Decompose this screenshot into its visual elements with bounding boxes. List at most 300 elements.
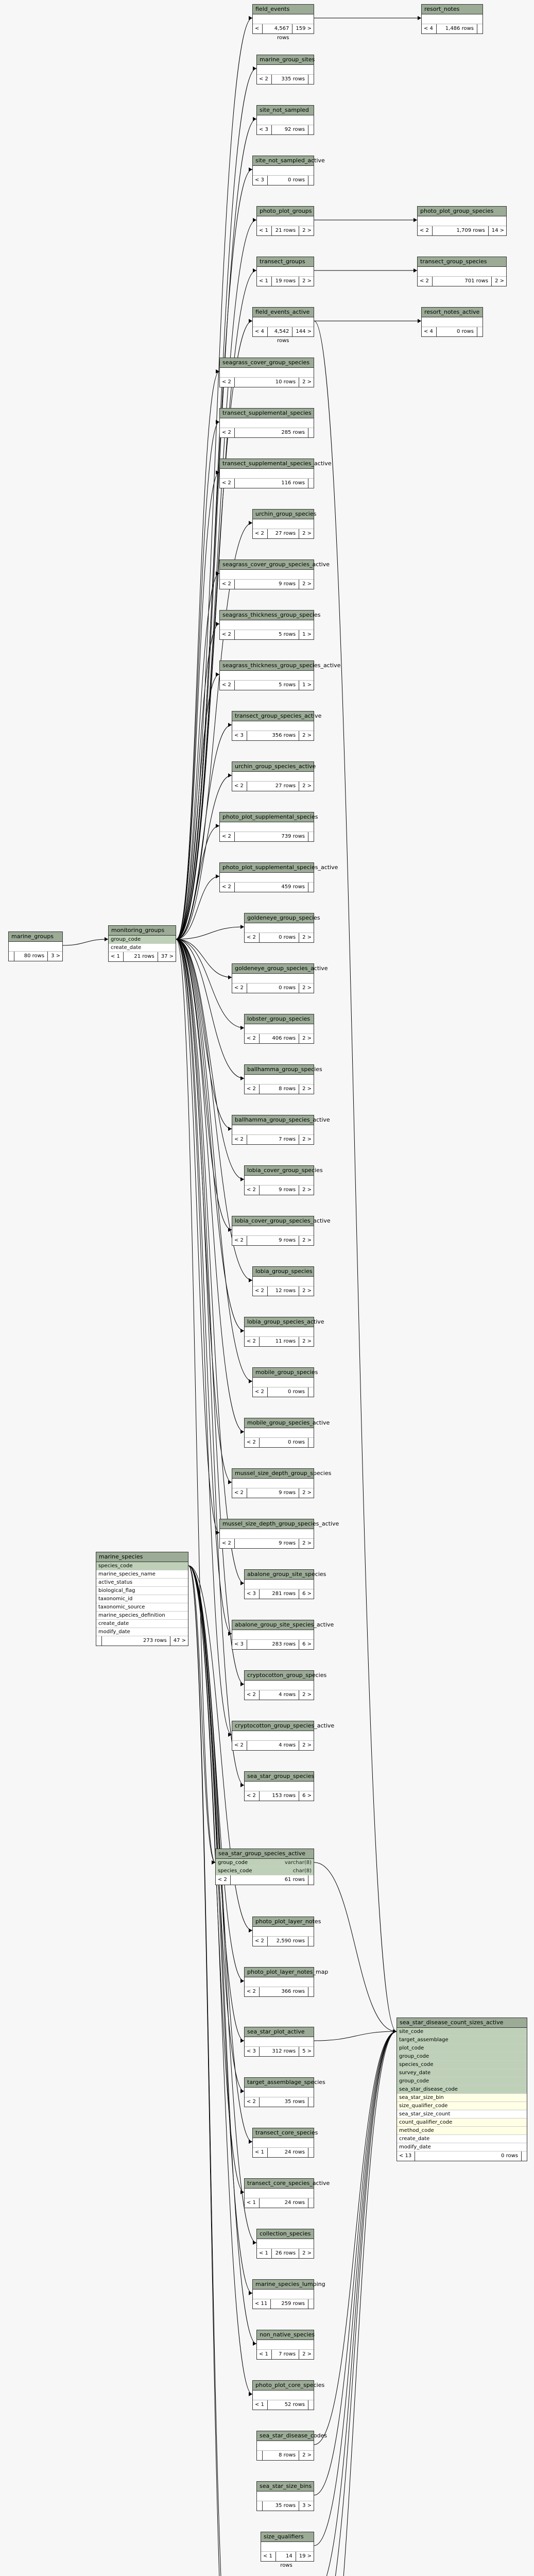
child-count: 2 > <box>302 783 312 789</box>
child-count <box>308 176 312 185</box>
parent-count: < 2 <box>222 681 235 690</box>
table-sea-star-size-bins[interactable] <box>256 2481 314 2511</box>
table-resort-notes[interactable] <box>421 4 483 34</box>
parent-count: < 1 <box>255 2400 268 2410</box>
column-name: count_qualifier_code <box>399 2120 453 2125</box>
child-count: 2 > <box>302 985 312 991</box>
table-goldeneye-group-species[interactable] <box>244 913 320 943</box>
table-photo-plot-groups[interactable] <box>256 206 314 236</box>
relationship-arrowhead <box>253 66 256 71</box>
table-name: sea_star_size_bins <box>257 2482 314 2492</box>
table-name: photo_plot_layer_notes_map <box>245 1968 314 1977</box>
relationship-arrowhead <box>393 2029 397 2033</box>
column-row <box>96 1570 188 1579</box>
relationship-arrowhead <box>393 2029 397 2033</box>
relationship-arrowhead <box>240 1329 244 1333</box>
row-count: 0 rows <box>437 327 477 336</box>
parent-count: < 1 <box>255 2148 268 2157</box>
table-target-assemblage-species[interactable] <box>244 2077 325 2107</box>
column-name: method_code <box>399 2128 434 2133</box>
table-photo-plot-supplemental-species-active[interactable] <box>219 862 338 892</box>
relationship-line <box>176 775 232 939</box>
table-marine-groups[interactable] <box>8 931 63 961</box>
table-name: transect_group_species_active <box>232 711 314 721</box>
child-count <box>308 2198 312 2208</box>
table-name: transect_group_species <box>418 257 506 267</box>
table-footer <box>257 2501 314 2511</box>
relationship-line <box>188 1566 232 2576</box>
relationship-arrowhead <box>228 773 232 777</box>
table-footer <box>232 731 314 740</box>
table-mobile-group-species-active[interactable] <box>244 1418 330 1448</box>
collapsed-columns <box>220 418 314 428</box>
table-photo-plot-core-species[interactable] <box>252 2380 325 2410</box>
table-name: ballhamma_group_species_active <box>232 1115 314 1125</box>
child-count: 1 > <box>302 632 312 637</box>
column-name: plot_code <box>399 2045 424 2051</box>
column-name: modify_date <box>399 2144 431 2150</box>
relationship-line <box>176 371 219 939</box>
parent-count: < 2 <box>247 1337 260 1346</box>
table-transect-core-species-active[interactable] <box>244 2178 330 2208</box>
row-count: 406 rows <box>260 1034 299 1043</box>
table-seagrass-cover-group-species-active[interactable] <box>219 560 330 589</box>
collapsed-columns <box>220 822 314 832</box>
table-footer <box>96 1636 188 1646</box>
row-count: 11 rows <box>260 1337 299 1346</box>
table-seagrass-thickness-group-species[interactable] <box>219 610 321 640</box>
column-row <box>397 2077 527 2086</box>
table-marine-species[interactable] <box>96 1552 188 1646</box>
table-name: urchin_group_species <box>253 510 314 519</box>
table-name: sea_star_group_species_active <box>216 1849 314 1859</box>
relationship-arrowhead <box>216 874 219 878</box>
relationship-line <box>176 939 232 1230</box>
table-footer <box>418 226 506 235</box>
collapsed-columns <box>220 671 314 681</box>
table-sea-star-group-species[interactable] <box>244 1771 314 1801</box>
child-count: 3 > <box>51 953 60 959</box>
table-monitoring-groups[interactable] <box>108 925 176 962</box>
table-name: seagrass_cover_group_species_active <box>220 560 314 570</box>
relationship-arrowhead <box>414 268 417 273</box>
column-row <box>96 1579 188 1587</box>
table-site-not-sampled[interactable] <box>256 105 314 135</box>
parent-count <box>259 2501 263 2511</box>
table-footer <box>253 327 314 344</box>
collapsed-columns <box>232 974 314 984</box>
relationship-arrowhead <box>253 268 256 273</box>
column-row <box>397 2053 527 2061</box>
child-count: 2 > <box>302 1288 312 1294</box>
child-count: 2 > <box>302 935 312 940</box>
parent-count: < 2 <box>255 529 268 538</box>
table-cryptocotton-group-species[interactable] <box>244 1670 327 1700</box>
table-transect-supplemental-species[interactable] <box>219 408 314 438</box>
row-count: 24 rows <box>268 2148 308 2157</box>
row-count: 4,567 rows <box>263 24 292 33</box>
table-sea-star-plot-active[interactable] <box>244 2027 314 2057</box>
collapsed-columns <box>245 1075 314 1084</box>
collapsed-columns <box>220 1529 314 1539</box>
collapsed-columns <box>253 1378 314 1387</box>
table-footer <box>232 1640 314 1649</box>
table-mussel-size-depth-group-species[interactable] <box>232 1468 332 1498</box>
parent-count: < 2 <box>234 782 247 791</box>
relationship-arrowhead <box>249 1928 252 1933</box>
table-footer <box>220 580 314 589</box>
row-count: 5 rows <box>235 630 299 639</box>
relationship-arrowhead <box>249 319 252 323</box>
parent-count: < 2 <box>420 226 433 235</box>
table-footer <box>253 1286 314 1296</box>
parent-count: < 2 <box>247 1185 260 1195</box>
table-footer <box>220 630 314 639</box>
child-count <box>308 125 312 134</box>
collapsed-columns <box>232 772 314 782</box>
collapsed-columns <box>261 2542 314 2552</box>
collapsed-columns <box>253 2391 314 2400</box>
relationship-line <box>176 624 219 939</box>
table-ballhamma-group-species-active[interactable] <box>232 1115 330 1145</box>
relationship-line <box>314 1862 397 2031</box>
column-name: species_code <box>98 1563 133 1569</box>
child-count <box>308 883 312 892</box>
table-seagrass-thickness-group-species-active[interactable] <box>219 660 341 690</box>
column-row <box>397 2086 527 2094</box>
parent-count: < 1 <box>259 277 272 286</box>
table-lobia-cover-group-species-active[interactable] <box>232 1216 331 1246</box>
column-row <box>397 2119 527 2127</box>
relationship-arrowhead <box>249 2392 252 2396</box>
row-count: 52 rows <box>268 2400 308 2410</box>
relationship-arrowhead <box>418 16 421 20</box>
column-name: group_code <box>399 2078 429 2084</box>
column-type: varchar(8) <box>284 1860 312 1866</box>
relationship-arrowhead <box>240 1783 244 1787</box>
column-name: create_date <box>399 2136 430 2142</box>
table-size-qualifiers[interactable] <box>261 2532 314 2568</box>
relationship-line <box>176 422 219 939</box>
child-count: 19 > <box>299 2553 312 2559</box>
child-count: 144 > <box>296 329 312 334</box>
table-name: field_events_active <box>253 308 314 317</box>
parent-count: < 1 <box>263 2552 276 2561</box>
child-count: 14 > <box>491 228 504 233</box>
row-count: 21 rows <box>272 226 299 235</box>
column-row <box>397 2135 527 2143</box>
row-count: 2,590 rows <box>268 1937 308 1946</box>
table-transect-core-species[interactable] <box>252 2128 318 2158</box>
table-sea-star-disease-codes[interactable] <box>256 2431 328 2461</box>
parent-count: < 2 <box>247 1987 260 1996</box>
child-count <box>477 327 480 336</box>
table-footer <box>232 1741 314 1750</box>
child-count: 2 > <box>302 1238 312 1243</box>
parent-count: < 3 <box>255 176 268 185</box>
row-count: 14 rows <box>276 2552 296 2561</box>
collapsed-columns <box>245 923 314 933</box>
row-count: 273 rows <box>102 1636 170 1646</box>
child-count: 2 > <box>302 1338 312 1344</box>
row-count: 5 rows <box>235 681 299 690</box>
table-footer <box>253 2148 314 2157</box>
column-row <box>397 2094 527 2102</box>
collapsed-columns <box>232 721 314 731</box>
parent-count: < 3 <box>234 1640 247 1649</box>
collapsed-columns <box>253 1927 314 1937</box>
relationship-arrowhead <box>393 2029 397 2033</box>
table-name: photo_plot_layer_notes <box>253 1917 314 1927</box>
row-count: 0 rows <box>268 1387 308 1397</box>
column-row <box>96 1562 188 1570</box>
table-footer <box>220 378 314 387</box>
table-footer <box>257 226 314 235</box>
table-field-events-active[interactable] <box>252 307 314 344</box>
parent-count: < 4 <box>424 327 437 336</box>
table-abalone-group-site-species[interactable] <box>244 1569 326 1599</box>
row-count: 7 rows <box>247 1135 299 1144</box>
table-name: lobia_cover_group_species_active <box>232 1216 314 1226</box>
row-count: 739 rows <box>235 832 308 841</box>
table-footer <box>245 1791 314 1801</box>
relationship-arrowhead <box>249 1278 252 1282</box>
parent-count: < 1 <box>111 952 124 961</box>
relationship-line <box>176 472 219 939</box>
table-photo-plot-layer-notes-map[interactable] <box>244 1967 329 1997</box>
child-count: 2 > <box>302 278 312 284</box>
child-count <box>308 1875 312 1885</box>
relationship-arrowhead <box>228 723 232 727</box>
table-footer <box>257 2249 314 2258</box>
relationship-line <box>176 939 244 1432</box>
row-count: 21 rows <box>124 952 158 961</box>
column-name: group_code <box>218 1860 248 1866</box>
child-count <box>308 1387 312 1397</box>
child-count: 47 > <box>173 1638 186 1643</box>
row-count: 19 rows <box>272 277 299 286</box>
collapsed-columns <box>257 65 314 75</box>
row-count: 259 rows <box>271 2299 308 2309</box>
table-footer <box>245 1084 314 1094</box>
table-transect-supplemental-species-active[interactable] <box>219 459 332 488</box>
table-name: urchin_group_species_active <box>232 762 314 772</box>
table-lobia-cover-group-species[interactable] <box>244 1165 323 1195</box>
relationship-arrowhead <box>249 2140 252 2144</box>
relationship-arrowhead <box>240 2039 244 2043</box>
row-count: 80 rows <box>14 952 48 961</box>
relationship-arrowhead <box>393 2029 397 2033</box>
table-name: mussel_size_depth_group_species_active <box>220 1519 314 1529</box>
relationship-arrowhead <box>228 1632 232 1636</box>
child-count <box>308 1937 312 1946</box>
parent-count: < 2 <box>222 630 235 639</box>
child-count <box>308 2400 312 2410</box>
parent-count <box>11 952 14 961</box>
relationship-arrowhead <box>240 1979 244 1983</box>
column-row <box>397 2110 527 2119</box>
table-urchin-group-species[interactable] <box>252 509 317 539</box>
child-count: 1 > <box>302 682 312 688</box>
relationship-line <box>188 1566 252 2293</box>
child-count: 2 > <box>302 1137 312 1142</box>
relationship-line <box>314 2031 397 2576</box>
table-photo-plot-group-species[interactable] <box>417 206 507 236</box>
parent-count: < 4 <box>255 327 268 336</box>
collapsed-columns <box>253 317 314 327</box>
table-footer <box>232 782 314 791</box>
child-count: 2 > <box>302 1036 312 1041</box>
table-footer <box>397 2151 527 2161</box>
column-name: create_date <box>98 1621 129 1626</box>
row-count: 701 rows <box>433 277 492 286</box>
row-count: 356 rows <box>247 731 299 740</box>
relationship-arrowhead <box>393 2029 397 2033</box>
table-name: resort_notes <box>422 5 483 14</box>
table-footer <box>232 1236 314 1245</box>
collapsed-columns <box>253 14 314 24</box>
parent-count: < 2 <box>255 1387 268 1397</box>
column-row <box>397 2061 527 2069</box>
collapsed-columns <box>245 1428 314 1438</box>
row-count: 35 rows <box>260 2097 308 2107</box>
table-footer <box>253 1937 314 1946</box>
table-marine-species-lumping[interactable] <box>252 2279 325 2309</box>
table-lobster-group-species[interactable] <box>244 1014 314 1044</box>
row-count: 61 rows <box>231 1875 308 1885</box>
table-name: lobster_group_species <box>245 1014 314 1024</box>
relationship-line <box>176 939 244 1785</box>
row-count: 9 rows <box>235 1539 299 1548</box>
table-photo-plot-layer-notes[interactable] <box>252 1917 321 1946</box>
table-name: goldeneye_group_species <box>245 913 314 923</box>
table-marine-group-sites[interactable] <box>256 55 314 84</box>
relationship-arrowhead <box>228 1733 232 1737</box>
table-name: sea_star_disease_count_sizes_active <box>397 2018 527 2028</box>
column-row <box>397 2127 527 2135</box>
table-footer <box>245 1438 314 1447</box>
relationship-arrowhead <box>393 2029 397 2033</box>
column-row <box>109 936 176 944</box>
relationship-arrowhead <box>105 937 108 941</box>
relationship-line <box>188 1566 256 2243</box>
table-transect-group-species-active[interactable] <box>232 711 322 741</box>
row-count: 4,542 rows <box>268 327 292 336</box>
collapsed-columns <box>220 570 314 580</box>
table-name: transect_core_species <box>253 2128 314 2138</box>
table-collection-species[interactable] <box>256 2229 314 2259</box>
table-cryptocotton-group-species-active[interactable] <box>232 1721 335 1751</box>
table-seagrass-cover-group-species[interactable] <box>219 358 314 387</box>
table-sea-star-group-species-active[interactable] <box>215 1849 314 1885</box>
table-site-not-sampled-active[interactable] <box>252 156 325 185</box>
table-mobile-group-species[interactable] <box>252 1367 318 1397</box>
parent-count <box>98 1636 102 1646</box>
parent-count: < 1 <box>259 226 272 235</box>
relationship-arrowhead <box>253 2241 256 2245</box>
table-footer <box>245 1589 314 1599</box>
table-name: field_events <box>253 5 314 14</box>
column-name: species_code <box>218 1868 252 1874</box>
row-count: 0 rows <box>415 2151 522 2161</box>
table-urchin-group-species-active[interactable] <box>232 761 314 791</box>
table-name: lobia_group_species_active <box>245 1317 314 1327</box>
table-ballhamma-group-species[interactable] <box>244 1064 322 1094</box>
table-footer <box>216 1875 314 1885</box>
parent-count: < 2 <box>222 1539 235 1548</box>
column-type: char(8) <box>292 1868 312 1874</box>
child-count <box>308 1987 312 1996</box>
relationship-line <box>176 939 215 1862</box>
table-abalone-group-site-species-active[interactable] <box>232 1620 334 1650</box>
table-sea-star-disease-count-sizes-active[interactable] <box>397 2018 527 2161</box>
relationship-line <box>314 2031 397 2546</box>
relationship-arrowhead <box>418 319 421 323</box>
table-name: mobile_group_species_active <box>245 1418 314 1428</box>
parent-count <box>259 2451 263 2460</box>
child-count: 2 > <box>302 1742 312 1748</box>
row-count: 12 rows <box>268 1286 299 1296</box>
collapsed-columns <box>232 1226 314 1236</box>
table-name: marine_species <box>96 1552 188 1562</box>
relationship-arrowhead <box>228 975 232 979</box>
table-footer <box>257 75 314 84</box>
collapsed-columns <box>245 2088 314 2097</box>
table-name: transect_supplemental_species <box>220 409 314 418</box>
relationship-line <box>314 2031 397 2495</box>
relationship-arrowhead <box>240 1026 244 1030</box>
collapsed-columns <box>220 620 314 630</box>
table-footer <box>253 2299 314 2309</box>
child-count: 2 > <box>302 1692 312 1698</box>
table-footer <box>253 24 314 41</box>
relationship-line <box>176 826 219 939</box>
row-count: 0 rows <box>268 176 308 185</box>
child-count: 6 > <box>302 1793 312 1799</box>
table-name: lobia_cover_group_species <box>245 1166 314 1176</box>
table-name: mobile_group_species <box>253 1368 314 1378</box>
table-transect-groups[interactable] <box>256 257 314 286</box>
child-count <box>308 832 312 841</box>
table-footer <box>253 176 314 185</box>
parent-count: < 2 <box>234 1488 247 1498</box>
table-photo-plot-supplemental-species[interactable] <box>219 812 318 842</box>
relationship-arrowhead <box>393 2029 397 2033</box>
table-lobia-group-species[interactable] <box>252 1266 314 1296</box>
row-count: 4 rows <box>260 1690 299 1700</box>
column-name: active_status <box>98 1580 133 1585</box>
table-footer <box>220 479 314 488</box>
relationship-arrowhead <box>216 470 219 474</box>
table-resort-notes-active[interactable] <box>421 307 483 337</box>
table-lobia-group-species-active[interactable] <box>244 1317 324 1347</box>
table-goldeneye-group-species-active[interactable] <box>232 963 328 993</box>
parent-count: < 2 <box>247 1690 260 1700</box>
child-count: 2 > <box>302 2452 312 2458</box>
collapsed-columns <box>257 2492 314 2501</box>
child-count: 2 > <box>302 379 312 385</box>
parent-count: < 2 <box>222 428 235 437</box>
parent-count: < 2 <box>247 1438 260 1447</box>
table-non-native-species[interactable] <box>256 2330 314 2360</box>
collapsed-columns <box>232 1125 314 1135</box>
table-transect-group-species[interactable] <box>417 257 507 286</box>
child-count <box>308 2097 312 2107</box>
column-name: size_qualifier_code <box>399 2103 448 2109</box>
table-field-events[interactable] <box>252 4 314 41</box>
table-mussel-size-depth-group-species-active[interactable] <box>219 1519 339 1549</box>
table-footer <box>245 2047 314 2056</box>
